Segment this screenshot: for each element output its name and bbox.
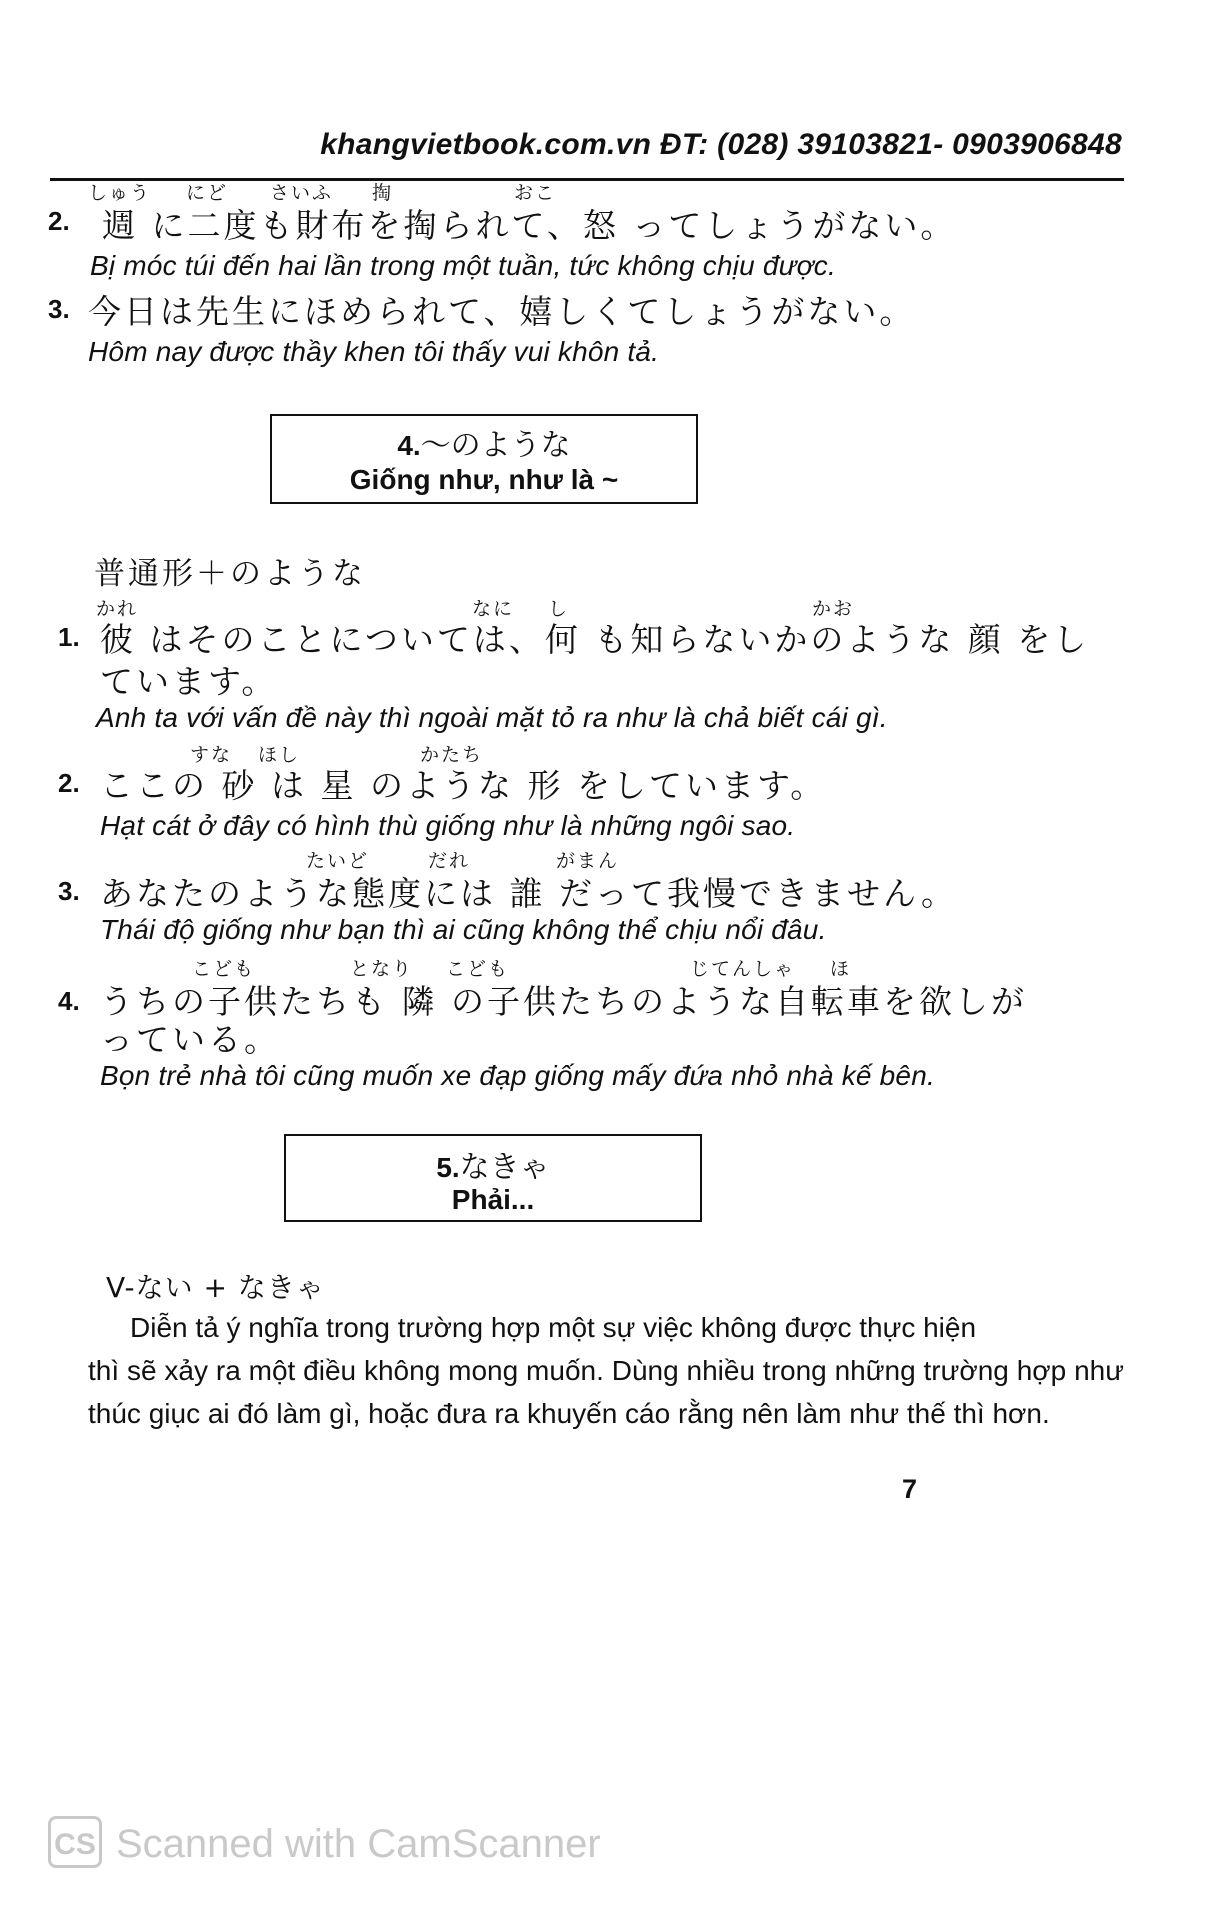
furigana: じてんしゃ (690, 958, 796, 980)
furigana: おこ (514, 182, 557, 204)
example-number: 3. (58, 876, 80, 906)
section-5-title-box (284, 1134, 702, 1222)
example-number: 2. (48, 206, 70, 236)
section-japanese-title: なきゃ (459, 1150, 550, 1185)
furigana: こども (446, 958, 510, 980)
japanese-sentence: 週 に二度も財布を掏られて、怒 ってしょうがない。 (102, 206, 957, 245)
example-number: 3. (48, 294, 70, 324)
section-5-subtitle: Phải... (451, 1184, 535, 1215)
furigana: 掏 (372, 182, 394, 204)
section-number: 4. (397, 430, 421, 461)
description-first-line: Diễn tả ý nghĩa trong trường hợp một sự việc không được thực hiện (130, 1312, 977, 1343)
furigana: すな (190, 744, 233, 766)
vietnamese-translation: Anh ta với vấn đề này thì ngoài mặt tỏ ra như là chả biết cái gì. (96, 702, 888, 733)
section-4-subtitle: Giống như, như là ~ (349, 464, 619, 495)
description-rest: thì sẽ xảy ra một điều không mong muốn. Dùng nhiều trong những trường hợp như thúc giục ai đó làm gì, hoặc đưa ra khuyến cáo rằng nên làm như thế thì hơn. (88, 1355, 1124, 1429)
camscanner-watermark: Scanned with CamScanner (116, 1822, 601, 1866)
furigana: となり (350, 958, 414, 980)
section-japanese-title: ～のような (420, 428, 571, 463)
grammar-pattern: V-ない + なきゃ (106, 1271, 325, 1304)
furigana: かたち (420, 744, 484, 766)
furigana: ほし (258, 744, 301, 766)
furigana: かれ (96, 598, 139, 620)
furigana: にど (186, 182, 229, 204)
furigana: だれ (428, 850, 471, 872)
section-4-title-box (270, 414, 698, 504)
section-5-heading (286, 1142, 700, 1186)
furigana: ほ (830, 958, 852, 980)
example-number: 1. (58, 622, 80, 652)
vietnamese-translation: Hạt cát ở đây có hình thù giống như là những ngôi sao. (100, 810, 796, 841)
japanese-sentence: うちの子供たちも 隣 の子供たちのような自転車を欲しが (100, 982, 1027, 1021)
japanese-sentence-continued: ています。 (100, 662, 278, 701)
japanese-sentence-continued: っている。 (100, 1020, 280, 1059)
vietnamese-translation: Bị móc túi đến hai lần trong một tuần, tức không chịu được. (90, 250, 836, 281)
japanese-sentence: 今日は先生にほめられて、嬉しくてしょうがない。 (88, 292, 916, 331)
page-header: khangvietbook.com.vn ĐT: (028) 39103821- 0903906848 (320, 128, 1122, 161)
furigana: しゅう (88, 182, 152, 204)
section-number: 5. (436, 1152, 460, 1183)
page-number: 7 (902, 1474, 918, 1504)
furigana: がまん (556, 850, 620, 872)
furigana: なに (472, 598, 515, 620)
furigana: こども (192, 958, 256, 980)
grammar-description (88, 1306, 1124, 1435)
japanese-sentence: 彼 はそのことについては、何 も知らないかのような 顔 をし (100, 620, 1090, 659)
japanese-sentence: あなたのような態度には 誰 だって我慢できません。 (100, 874, 957, 913)
example-number: 4. (58, 986, 80, 1016)
vietnamese-translation: Hôm nay được thầy khen tôi thấy vui khôn tả. (88, 336, 660, 367)
furigana: かお (812, 598, 855, 620)
example-number: 2. (58, 768, 80, 798)
section-4-heading (272, 420, 696, 464)
furigana: たいど (306, 850, 370, 872)
camscanner-logo: CS (48, 1816, 102, 1868)
furigana: し (548, 598, 570, 620)
japanese-sentence: ここの 砂 は 星 のような 形 をしています。 (100, 766, 827, 805)
furigana: さいふ (270, 182, 334, 204)
grammar-pattern: 普通形＋のような (94, 556, 366, 592)
vietnamese-translation: Bọn trẻ nhà tôi cũng muốn xe đạp giống mấy đứa nhỏ nhà kế bên. (100, 1060, 935, 1091)
vietnamese-translation: Thái độ giống như bạn thì ai cũng không thể chịu nổi đâu. (100, 914, 827, 945)
